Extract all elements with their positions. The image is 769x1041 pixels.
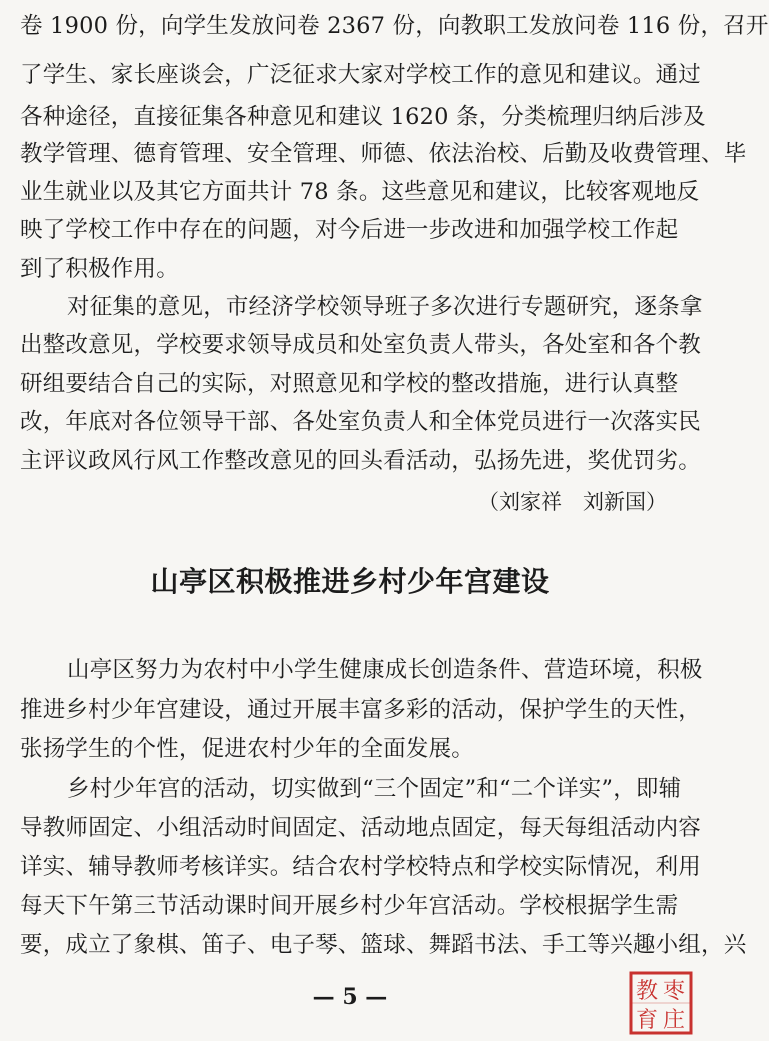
text-line: 到了积极作用。 bbox=[20, 256, 179, 282]
svg-text:育: 育 bbox=[635, 1008, 659, 1033]
svg-text:教: 教 bbox=[635, 979, 659, 1004]
text-line: 导教师固定、小组活动时间固定、活动地点固定，每天每组活动内容 bbox=[20, 815, 702, 841]
text-line: 主评议政风行风工作整改意见的回头看活动，弘扬先进，奖优罚劣。 bbox=[20, 448, 702, 474]
text-line: 映了学校工作中存在的问题，对今后进一步改进和加强学校工作起 bbox=[20, 217, 679, 243]
svg-text:庄: 庄 bbox=[662, 1008, 686, 1033]
text-line: 教学管理、德育管理、安全管理、师德、依法治校、后勤及收费管理、毕 bbox=[20, 141, 747, 167]
svg-text:枣: 枣 bbox=[662, 979, 686, 1004]
text-line: 了学生、家长座谈会，广泛征求大家对学校工作的意见和建议。通过 bbox=[20, 62, 702, 88]
page-number: — 5 — bbox=[312, 984, 388, 1010]
author-attribution: （刘家祥 刘新国） bbox=[478, 490, 667, 514]
text-line: 每天下午第三节活动课时间开展乡村少年宫活动。学校根据学生需 bbox=[20, 893, 679, 919]
text-line: 推进乡村少年宫建设，通过开展丰富多彩的活动，保护学生的天性， bbox=[20, 697, 702, 723]
text-line: 张扬学生的个性，促进农村少年的全面发展。 bbox=[20, 736, 475, 762]
article-heading: 山亭区积极推进乡村少年宫建设 bbox=[150, 565, 550, 598]
text-line: 研组要结合自己的实际，对照意见和学校的整改措施，进行认真整 bbox=[20, 371, 679, 397]
seal-stamp bbox=[628, 970, 694, 1036]
text-line: 详实、辅导教师考核详实。结合农村学校特点和学校实际情况，利用 bbox=[20, 854, 702, 880]
text-line: 出整改意见，学校要求领导成员和处室负责人带头，各处室和各个教 bbox=[20, 332, 702, 358]
text-line: 乡村少年宫的活动，切实做到“三个固定”和“二个详实”，即辅 bbox=[67, 776, 682, 802]
text-line: 要，成立了象棋、笛子、电子琴、篮球、舞蹈书法、手工等兴趣小组，兴 bbox=[20, 932, 747, 958]
text-line: 各种途径，直接征集各种意见和建议 1620 条，分类梳理归纳后涉及 bbox=[20, 104, 706, 130]
text-line: 改，年底对各位领导干部、各处室负责人和全体党员进行一次落实民 bbox=[20, 409, 702, 435]
text-line: 卷 1900 份，向学生发放问卷 2367 份，向教职工发放问卷 116 份，召开 bbox=[20, 13, 769, 39]
text-line: 业生就业以及其它方面共计 78 条。这些意见和建议，比较客观地反 bbox=[20, 179, 700, 205]
text-line: 山亭区努力为农村中小学生健康成长创造条件、营造环境，积极 bbox=[67, 657, 703, 683]
text-line: 对征集的意见，市经济学校领导班子多次进行专题研究，逐条拿 bbox=[67, 294, 703, 320]
